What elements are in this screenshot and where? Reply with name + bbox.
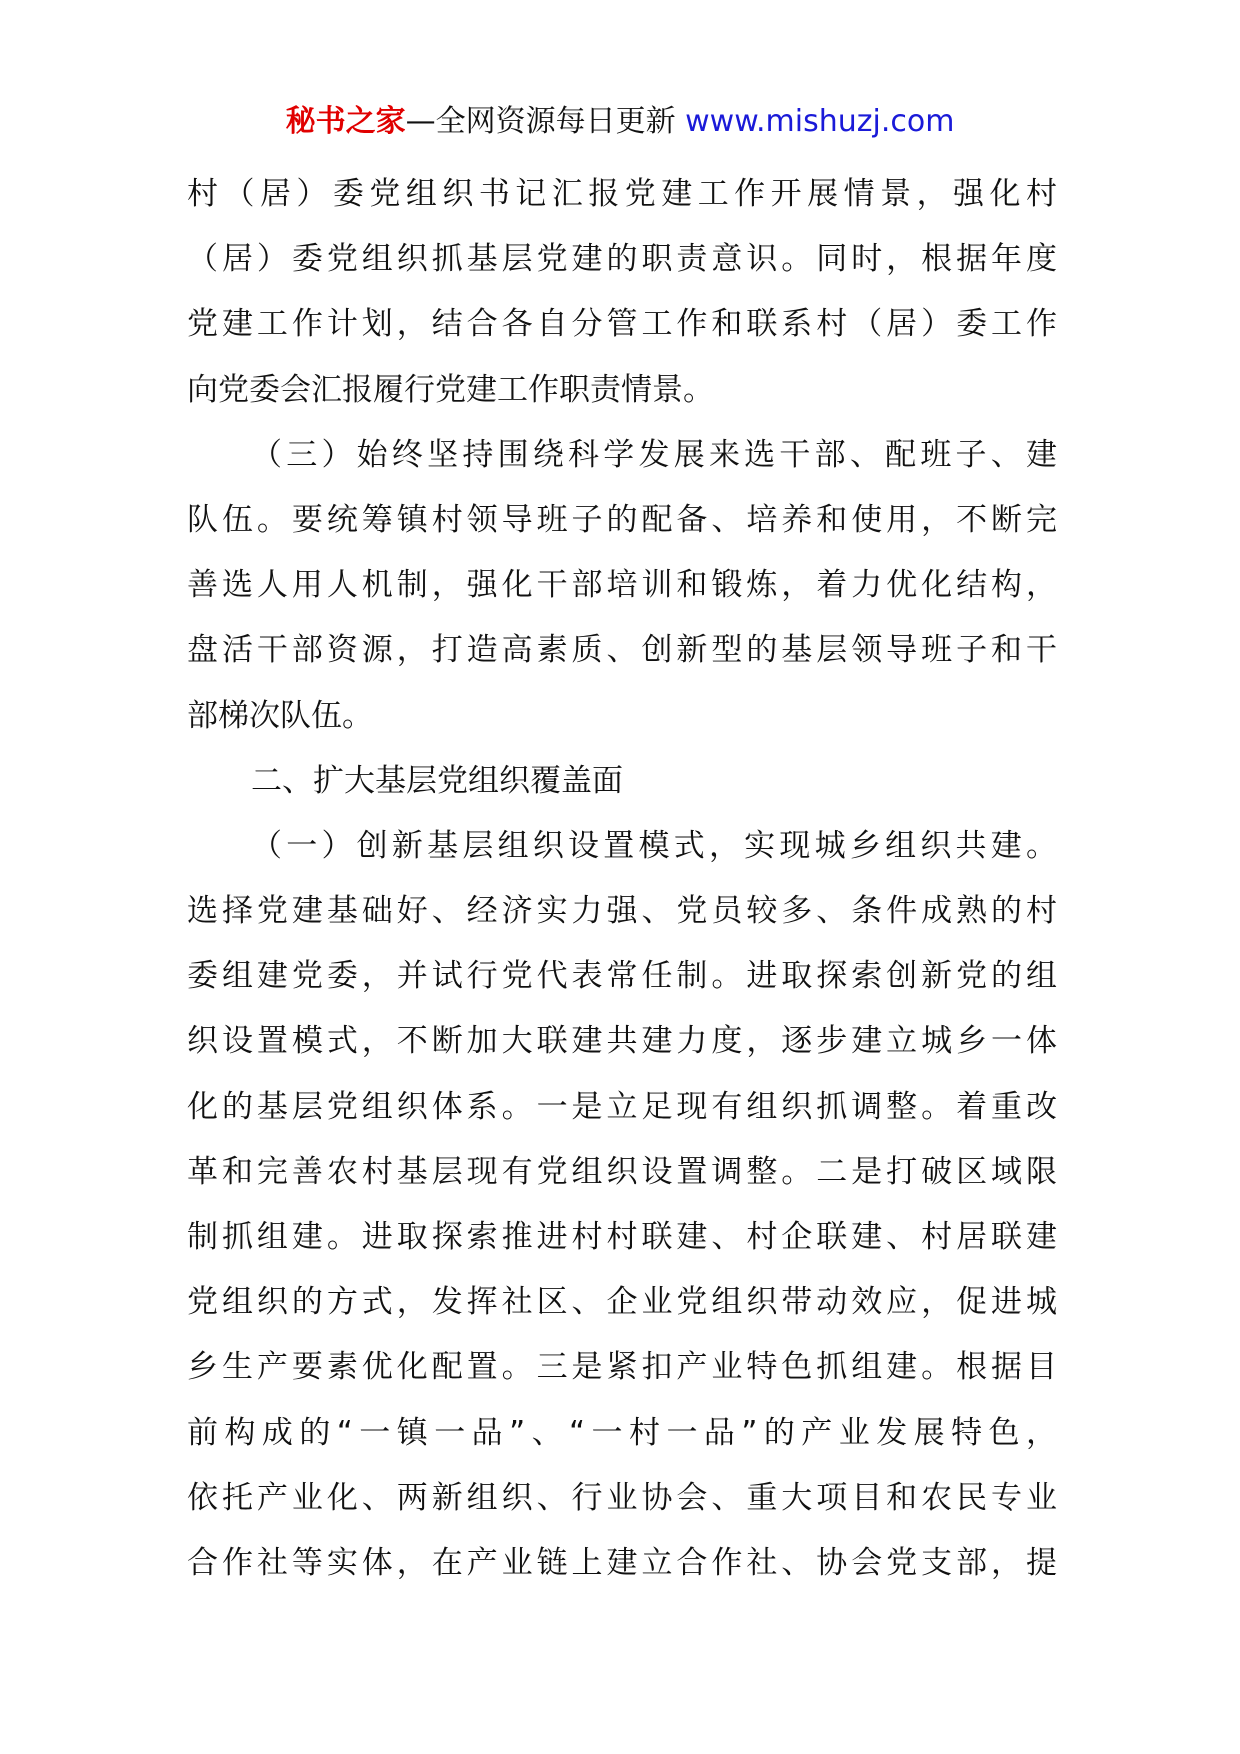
text-line: 党建工作计划，结合各自分管工作和联系村（居）委工作 (187, 306, 1057, 343)
text-line: （一）创新基层组织设置模式，实现城乡组织共建。 (251, 827, 1057, 864)
text-line: 乡生产要素优化配置。三是紧扣产业特色抓组建。根据目 (187, 1349, 1057, 1386)
text-line: 合作社等实体，在产业链上建立合作社、协会党支部，提 (187, 1544, 1057, 1581)
text-line: 选择党建基础好、经济实力强、党员较多、条件成熟的村 (187, 893, 1057, 930)
text-line: （居）委党组织抓基层党建的职责意识。同时，根据年度 (187, 241, 1057, 278)
text-line: 村（居）委党组织书记汇报党建工作开展情景，强化村 (187, 176, 1057, 212)
brand-name: 秘书之家 (285, 104, 406, 139)
text-line: 委组建党委，并试行党代表常任制。进取探索创新党的组 (187, 958, 1057, 995)
text-line: 部梯次队伍。 (187, 697, 373, 734)
text-line: 化的基层党组织体系。一是立足现有组织抓调整。着重改 (187, 1088, 1057, 1125)
text-line: 善选人用人机制，强化干部培训和锻炼，着力优化结构， (187, 567, 1057, 604)
document-body (187, 162, 1057, 1596)
text-line: 队伍。要统筹镇村领导班子的配备、培养和使用，不断完 (187, 501, 1057, 538)
text-line: 盘活干部资源，打造高素质、创新型的基层领导班子和干 (187, 632, 1057, 669)
text-line: 向党委会汇报履行党建工作职责情景。 (187, 371, 714, 408)
page-header (0, 102, 1240, 142)
website-link[interactable]: www.mishuzj.com (685, 104, 955, 139)
text-line: 前构成的“一镇一品”、“一村一品”的产业发展特色， (187, 1414, 1057, 1451)
text-line: 革和完善农村基层现有党组织设置调整。二是打破区域限 (187, 1153, 1057, 1190)
text-line: （三）始终坚持围绕科学发展来选干部、配班子、建 (251, 436, 1057, 473)
text-line: 依托产业化、两新组织、行业协会、重大项目和农民专业 (187, 1479, 1057, 1516)
section-heading: 二、扩大基层党组织覆盖面 (251, 762, 623, 799)
text-line: 制抓组建。进取探索推进村村联建、村企联建、村居联建 (187, 1219, 1057, 1255)
header-tagline: —全网资源每日更新 (405, 104, 676, 139)
text-line: 织设置模式，不断加大联建共建力度，逐步建立城乡一体 (187, 1023, 1057, 1060)
text-line: 党组织的方式，发挥社区、企业党组织带动效应，促进城 (187, 1284, 1057, 1321)
